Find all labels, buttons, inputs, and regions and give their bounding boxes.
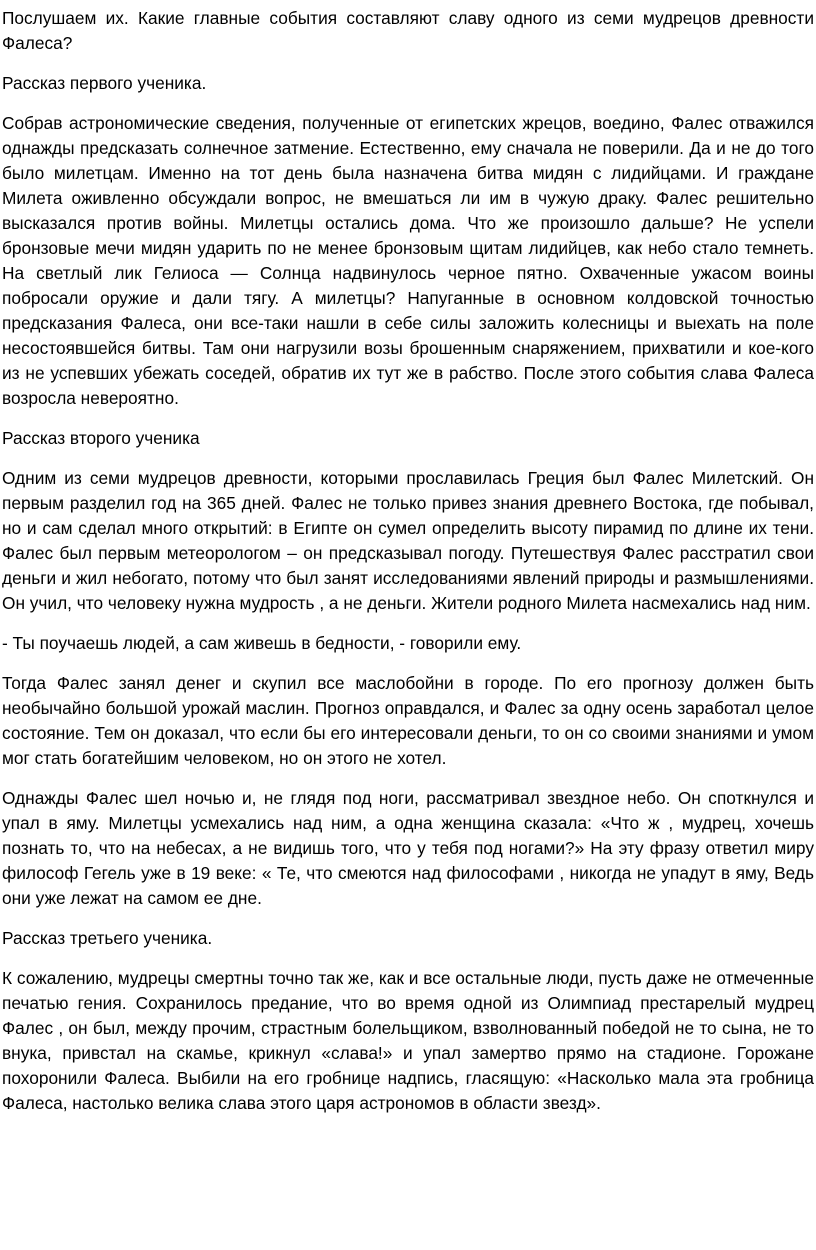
section-heading-third-student: Рассказ третьего ученика. — [2, 928, 213, 948]
olive-press-paragraph: Тогда Фалес занял денег и скупил все маслобойни в городе. По его прогнозу должен быть необычайно большой урожай маслин. Прогноз оправдался, и Фалес за одну осень заработал целое состояние. Тем он доказал, что если бы его интересовали деньги, то он со своими знаниями и умом мог стать богатейшим человеком, но он этого не хотел. — [2, 673, 814, 768]
dialogue-line: - Ты поучаешь людей, а сам живешь в бедности, - говорили ему. — [2, 633, 522, 653]
intro-paragraph: Послушаем их. Какие главные события составляют славу одного из семи мудрецов древности Фалеса? — [2, 8, 814, 53]
third-student-story: К сожалению, мудрецы смертны точно так же, как и все остальные люди, пусть даже не отмеченные печатью гения. Сохранилось предание, что во время одной из Олимпиад престарелый мудрец Фалес , он был, между прочим, страстным болельщиком, взволнованный победой не то сына, не то внука, привстал на скамье, крикнул «слава!» и упал замертво прямо на стадионе. Горожане похоронили Фалеса. Выбили на его гробнице надпись, гласящую: «Насколько мала эта гробница Фалеса, настолько велика слава этого царя астрономов в области звезд». — [2, 968, 814, 1113]
stargazing-paragraph: Однажды Фалес шел ночью и, не глядя под ноги, рассматривал звездное небо. Он споткнулся и упал в яму. Милетцы усмехались над ним, а одна женщина сказала: «Что ж , мудрец, хочешь познать то, что на небесах, а не видишь того, что у тебя под ногами?» На эту фразу ответил миру философ Гегель уже в 19 веке: « Те, что смеются над философами , никогда не упадут в яму, Ведь они уже лежат на самом ее дне. — [2, 788, 814, 908]
section-heading-first-student: Рассказ первого ученика. — [2, 73, 207, 93]
second-student-story: Одним из семи мудрецов древности, которыми прославилась Греция был Фалес Милетский. Он первым разделил год на 365 дней. Фалес не только привез знания древнего Востока, где побывал, но и сам сделал много открытий: в Египте он сумел определить высоту пирамид по длине их тени. Фалес был первым метеорологом – он предсказывал погоду. Путешествуя Фалес расстратил свои деньги и жил небогато, потому что был занят исследованиями явлений природы и размышлениями. Он учил, что человеку нужна мудрость , а не деньги. Жители родного Милета насмехались над ним. — [2, 468, 814, 613]
section-heading-second-student: Рассказ второго ученика — [2, 428, 200, 448]
first-student-story: Собрав астрономические сведения, полученные от египетских жрецов, воедино, Фалес отважился однажды предсказать солнечное затмение. Естественно, ему сначала не поверили. Да и не до того было милетцам. Именно на тот день была назначена битва мидян с лидийцами. И граждане Милета оживленно обсуждали вопрос, не вмешаться ли им в чужую драку. Фалес решительно высказался против войны. Милетцы остались дома. Что же произошло дальше? Не успели бронзовые мечи мидян ударить по не менее бронзовым щитам лидийцев, как небо стало темнеть. На светлый лик Гелиоса — Солнца надвинулось черное пятно. Охваченные ужасом воины побросали оружие и дали тягу. А милетцы? Напуганные в основном колдовской точностью предсказания Фалеса, они все-таки нашли в себе силы заложить колесницы и выехать на поле несостоявшейся битвы. Там они нагрузили возы брошенным снаряжением, прихватили и кое-кого из не успевших убежать соседей, обратив их тут же в рабство. После этого события слава Фалеса возросла невероятно. — [2, 113, 814, 408]
